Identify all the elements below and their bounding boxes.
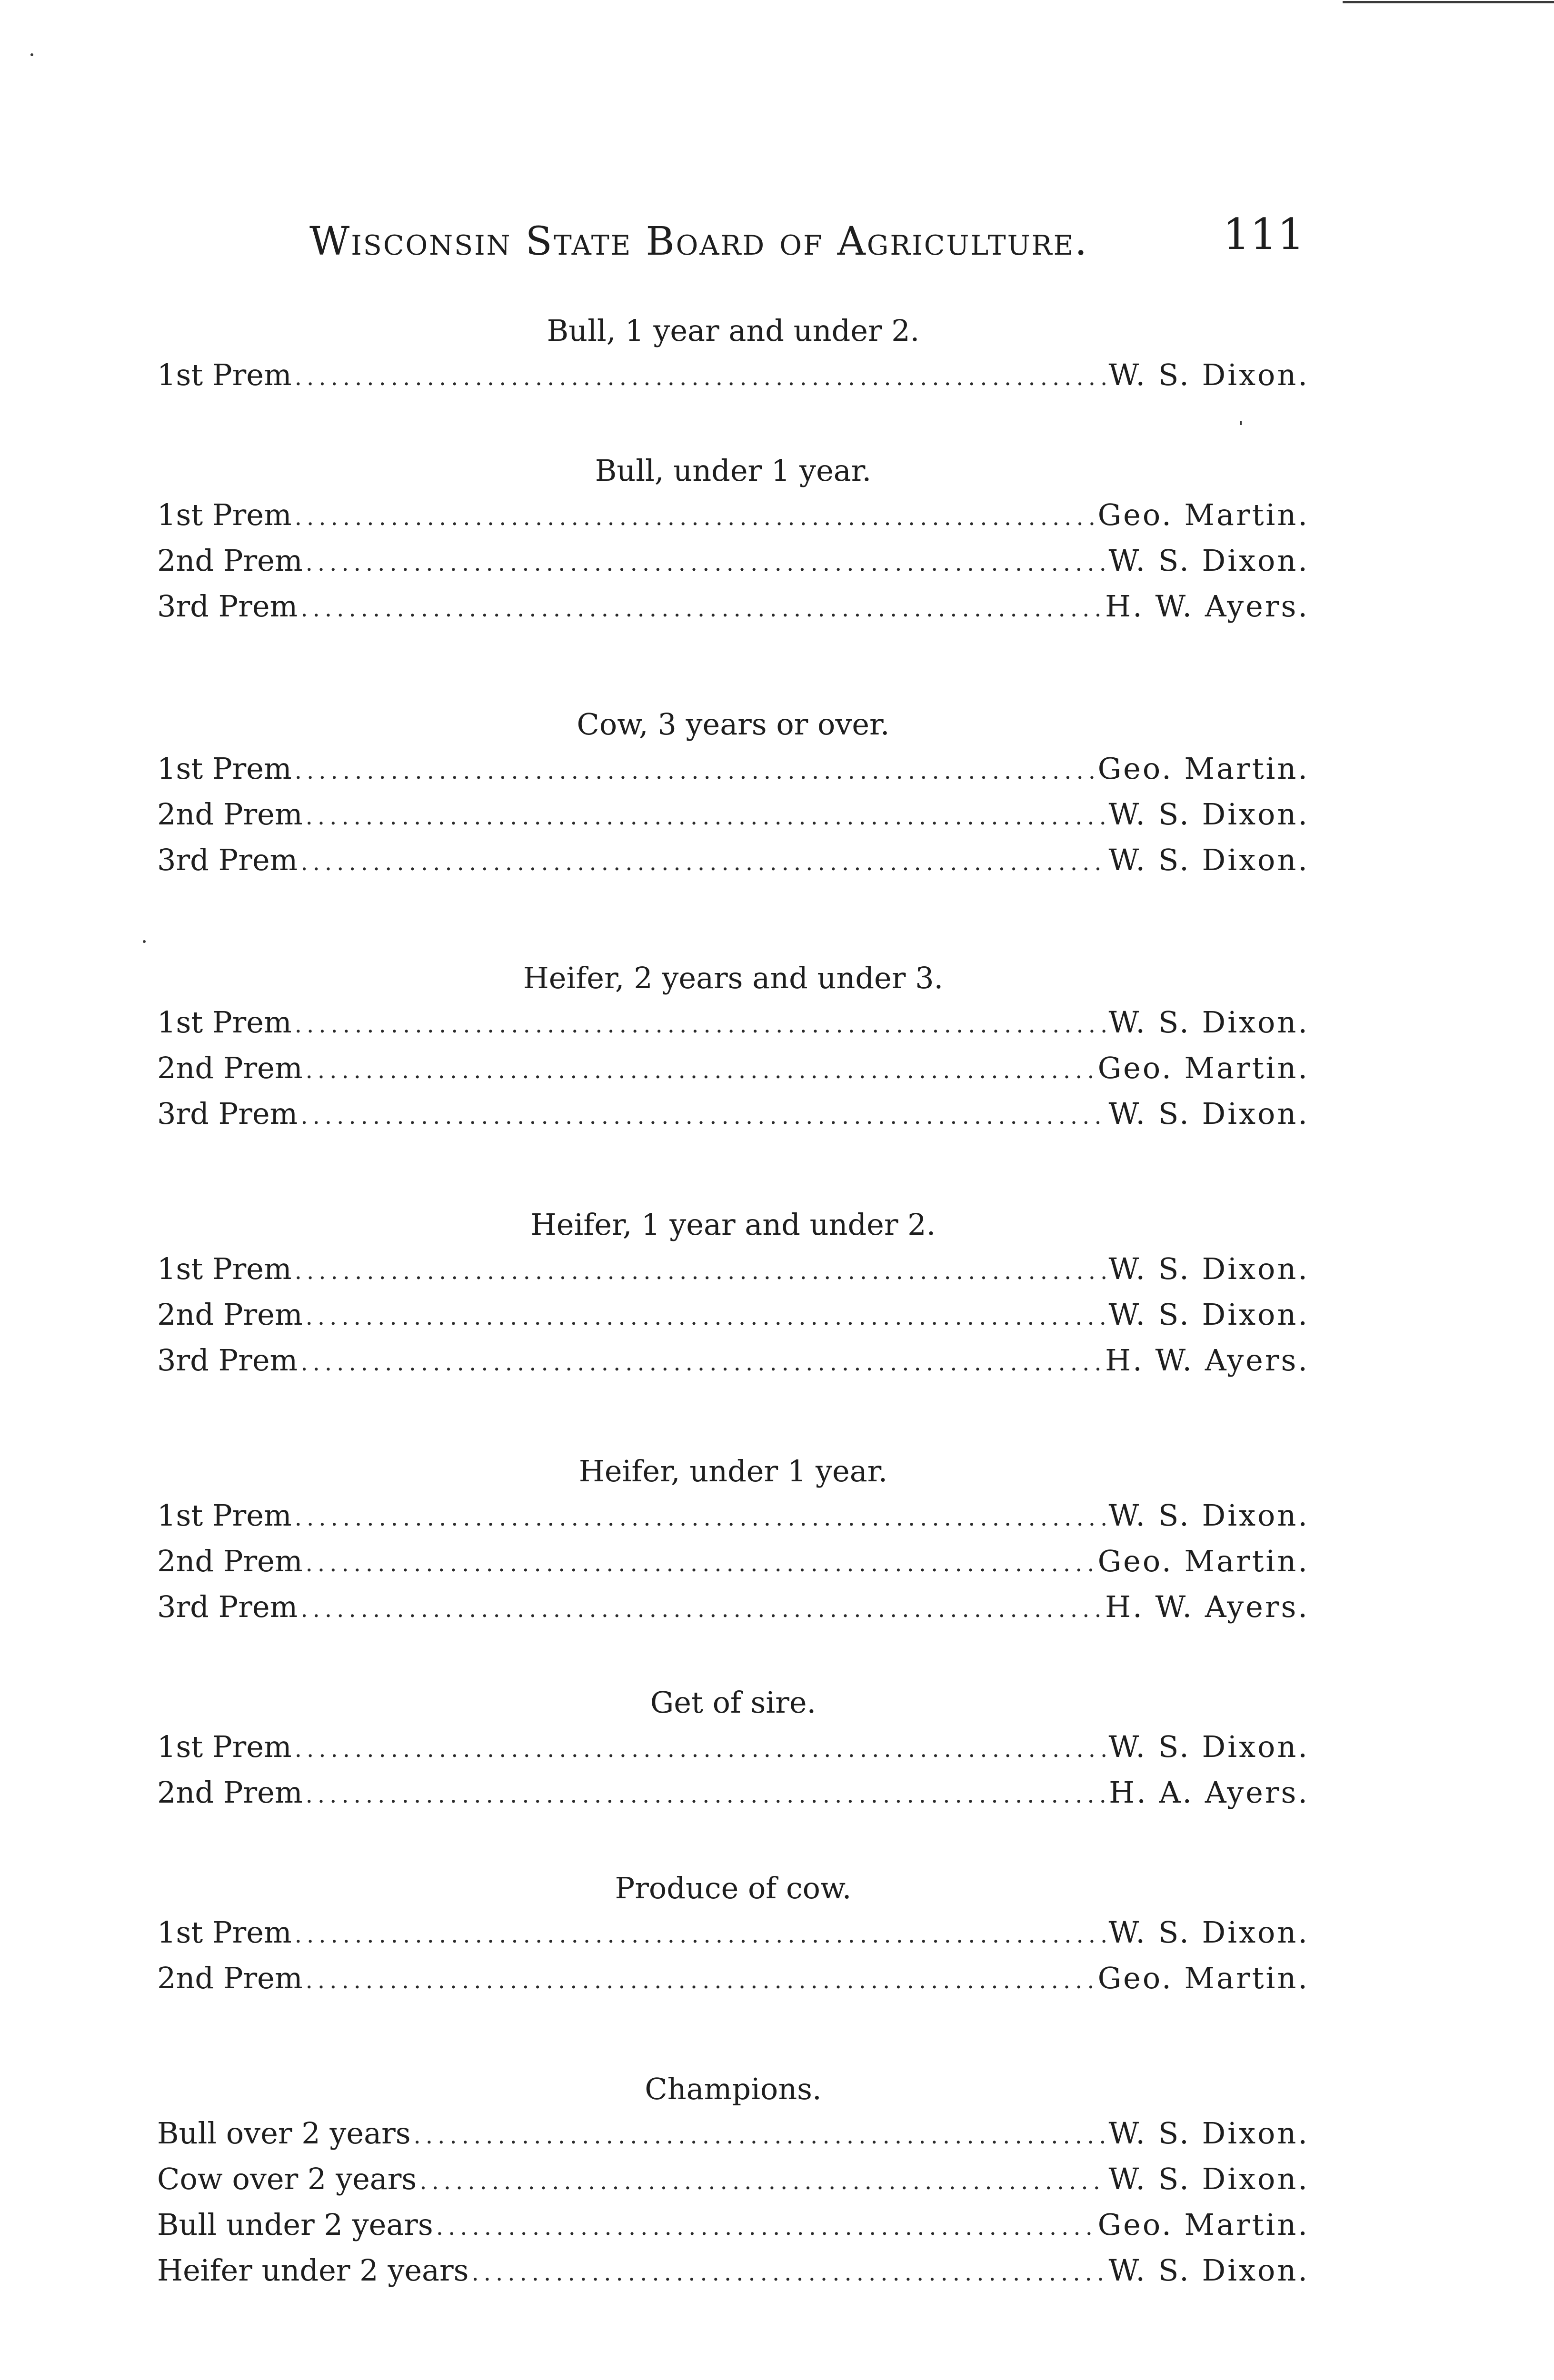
section-title: Champions. xyxy=(645,2072,822,2106)
winner-name: W. S. Dixon. xyxy=(1108,1729,1309,1764)
premium-label: 2nd Prem xyxy=(157,1961,303,1995)
dot-leader xyxy=(300,586,1102,632)
section-bull-under-1-year xyxy=(157,454,1309,629)
winner-name: W. S. Dixon. xyxy=(1108,1297,1309,1332)
list-item xyxy=(157,1910,1309,1955)
dot-leader xyxy=(295,1495,1106,1541)
dot-leader xyxy=(306,794,1106,840)
list-item xyxy=(157,1955,1309,2001)
winner-name: Geo. Martin. xyxy=(1097,497,1309,532)
section-heifer-1-year xyxy=(157,1208,1309,1383)
premium-label: 2nd Prem xyxy=(157,1297,303,1332)
list-item xyxy=(157,1493,1309,1538)
section-spacer xyxy=(157,2001,1309,2073)
winner-name: W. S. Dixon. xyxy=(1108,843,1309,877)
winner-name: W. S. Dixon. xyxy=(1108,1096,1309,1131)
section-title: Bull, 1 year and under 2. xyxy=(547,313,920,348)
list-item xyxy=(157,2248,1309,2293)
premium-label: 1st Prem xyxy=(157,357,292,392)
section-spacer xyxy=(157,1137,1309,1208)
winner-name: H. W. Ayers. xyxy=(1105,589,1309,624)
premium-list xyxy=(157,314,1309,2293)
premium-label: 2nd Prem xyxy=(157,1051,303,1085)
list-item xyxy=(157,584,1309,629)
running-title: Wisconsin State Board of Agriculture. xyxy=(309,219,1089,264)
section-title: Bull, under 1 year. xyxy=(595,453,872,488)
premium-label: 3rd Prem xyxy=(157,1343,298,1378)
premium-label: 1st Prem xyxy=(157,1005,292,1040)
winner-name: W. S. Dixon. xyxy=(1108,357,1309,392)
winner-name: W. S. Dixon. xyxy=(1108,2116,1309,2151)
section-spacer xyxy=(157,1383,1309,1455)
section-spacer xyxy=(157,398,1309,454)
winner-name: Geo. Martin. xyxy=(1097,1961,1309,1995)
winner-name: W. S. Dixon. xyxy=(1108,543,1309,578)
winner-name: Geo. Martin. xyxy=(1097,1544,1309,1578)
list-item xyxy=(157,352,1309,398)
dot-leader xyxy=(295,495,1095,540)
dot-leader xyxy=(306,1772,1106,1818)
list-item xyxy=(157,837,1309,883)
dot-leader xyxy=(300,1587,1102,1632)
dot-leader xyxy=(471,2250,1106,2296)
list-item xyxy=(157,538,1309,584)
list-item xyxy=(157,792,1309,837)
dot-leader xyxy=(295,1249,1106,1294)
premium-label: 1st Prem xyxy=(157,1498,292,1533)
premium-label: 2nd Prem xyxy=(157,1775,303,1810)
dot-leader xyxy=(419,2159,1106,2204)
dot-leader xyxy=(300,840,1106,885)
premium-label: 1st Prem xyxy=(157,751,292,786)
premium-label: 1st Prem xyxy=(157,1251,292,1286)
winner-name: Geo. Martin. xyxy=(1097,1051,1309,1085)
premium-label: 1st Prem xyxy=(157,1915,292,1950)
list-item xyxy=(157,1000,1309,1045)
winner-name: W. S. Dixon. xyxy=(1108,1498,1309,1533)
winner-name: W. S. Dixon. xyxy=(1108,797,1309,832)
section-title: Cow, 3 years or over. xyxy=(577,707,890,742)
section-cow-3-years xyxy=(157,708,1309,883)
list-item xyxy=(157,1724,1309,1770)
section-title: Get of sire. xyxy=(650,1685,817,1720)
list-item xyxy=(157,1338,1309,1383)
scan-speck xyxy=(143,940,146,943)
winner-name: Geo. Martin. xyxy=(1097,2207,1309,2242)
premium-label: 3rd Prem xyxy=(157,843,298,877)
premium-label: 2nd Prem xyxy=(157,1544,303,1578)
list-item xyxy=(157,1246,1309,1292)
winner-name: H. A. Ayers. xyxy=(1109,1775,1309,1810)
winner-name: Geo. Martin. xyxy=(1097,751,1309,786)
premium-label: 1st Prem xyxy=(157,497,292,532)
dot-leader xyxy=(306,1048,1095,1093)
list-item xyxy=(157,1292,1309,1338)
section-spacer xyxy=(157,1815,1309,1872)
premium-label: 3rd Prem xyxy=(157,1589,298,1624)
dot-leader xyxy=(306,540,1106,586)
champion-label: Heifer under 2 years xyxy=(157,2253,469,2288)
premium-label: 3rd Prem xyxy=(157,589,298,624)
section-title: Produce of cow. xyxy=(615,1871,852,1905)
dot-leader xyxy=(436,2204,1095,2250)
dot-leader xyxy=(295,748,1095,794)
scan-edge-line xyxy=(1343,1,1554,3)
premium-label: 1st Prem xyxy=(157,1729,292,1764)
winner-name: W. S. Dixon. xyxy=(1108,1915,1309,1950)
section-bull-1-year xyxy=(157,314,1309,398)
section-spacer xyxy=(157,629,1309,708)
champion-label: Bull over 2 years xyxy=(157,2116,411,2151)
champion-label: Bull under 2 years xyxy=(157,2207,433,2242)
winner-name: H. W. Ayers. xyxy=(1105,1343,1309,1378)
section-champions xyxy=(157,2073,1309,2293)
winner-name: W. S. Dixon. xyxy=(1108,1251,1309,1286)
winner-name: W. S. Dixon. xyxy=(1108,2253,1309,2288)
page-number: 111 xyxy=(1223,209,1305,259)
winner-name: H. W. Ayers. xyxy=(1105,1589,1309,1624)
winner-name: W. S. Dixon. xyxy=(1108,1005,1309,1040)
section-title: Heifer, 2 years and under 3. xyxy=(523,961,944,995)
section-title: Heifer, under 1 year. xyxy=(578,1454,888,1488)
dot-leader xyxy=(306,1958,1095,2003)
section-heifer-under-1-year xyxy=(157,1455,1309,1630)
list-item xyxy=(157,2111,1309,2156)
list-item xyxy=(157,1538,1309,1584)
list-item xyxy=(157,2202,1309,2248)
list-item xyxy=(157,1091,1309,1137)
list-item xyxy=(157,1045,1309,1091)
section-spacer xyxy=(157,883,1309,962)
list-item xyxy=(157,492,1309,538)
section-produce-of-cow xyxy=(157,1872,1309,2001)
dot-leader xyxy=(300,1340,1102,1386)
premium-label: 2nd Prem xyxy=(157,797,303,832)
page-header xyxy=(305,209,1305,276)
dot-leader xyxy=(300,1093,1106,1139)
section-get-of-sire xyxy=(157,1686,1309,1815)
section-heifer-2-years xyxy=(157,962,1309,1137)
list-item xyxy=(157,1770,1309,1815)
list-item xyxy=(157,2156,1309,2202)
scan-speck xyxy=(30,53,33,56)
section-title: Heifer, 1 year and under 2. xyxy=(530,1207,936,1242)
dot-leader xyxy=(295,1002,1106,1048)
premium-label: 3rd Prem xyxy=(157,1096,298,1131)
dot-leader xyxy=(295,1912,1106,1958)
dot-leader xyxy=(414,2113,1106,2159)
dot-leader xyxy=(306,1294,1106,1340)
list-item xyxy=(157,1584,1309,1630)
dot-leader xyxy=(306,1541,1095,1587)
dot-leader xyxy=(295,355,1106,400)
section-spacer xyxy=(157,1630,1309,1686)
winner-name: W. S. Dixon. xyxy=(1108,2162,1309,2196)
champion-label: Cow over 2 years xyxy=(157,2162,417,2196)
list-item xyxy=(157,746,1309,792)
dot-leader xyxy=(295,1726,1106,1772)
premium-label: 2nd Prem xyxy=(157,543,303,578)
